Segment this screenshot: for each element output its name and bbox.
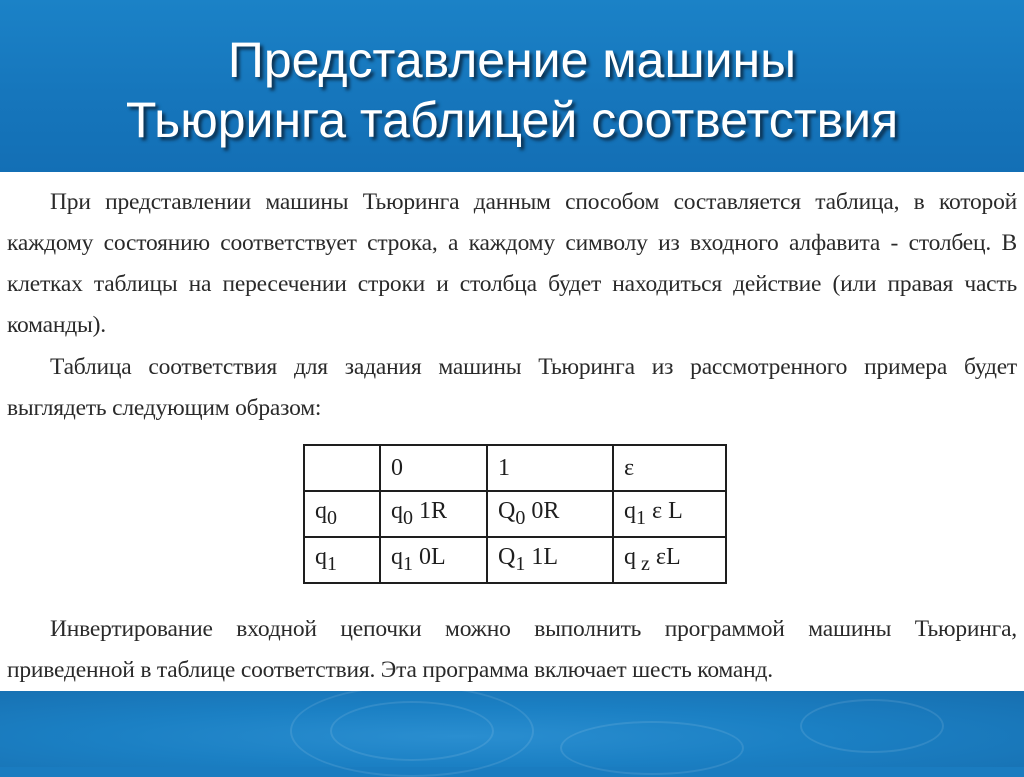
slide-content [0, 172, 1024, 691]
table-intro-paragraph: Таблица соответствия для задания машины Тьюринга из рассмотренного примера будет выглядеть следующим образом: [7, 354, 1017, 421]
state-cell: $q_1$ [304, 537, 380, 583]
table-row [304, 537, 726, 583]
bottom-band [0, 691, 1024, 767]
header-cell-corner [304, 445, 380, 491]
slide-title [0, 30, 1024, 150]
table-row [304, 491, 726, 537]
header-cell-symbol-0: 0 [380, 445, 487, 491]
action-cell: $Q_0$ 0R [487, 491, 613, 537]
title-band [0, 0, 1024, 172]
table-header-row [304, 445, 726, 491]
correspondence-table [303, 444, 727, 584]
state-cell: $q_0$ [304, 491, 380, 537]
closing-paragraph: Инвертирование входной цепочки можно выполнить программой машины Тьюринга, приведенной в таблице соответствия. Эта программа включает шесть команд. [7, 616, 1017, 683]
header-cell-symbol-epsilon: ε [613, 445, 726, 491]
header-cell-symbol-1: 1 [487, 445, 613, 491]
action-cell: $Q_1$ 1L [487, 537, 613, 583]
intro-paragraph: При представлении машины Тьюринга данным способом составляется таблица, в которой каждому состоянию соответствует строка, а каждому символу из входного алфавита - столбец. В клетках таблицы на пересечении строки и столбца будет находиться действие (или правая часть команды). [7, 189, 1017, 338]
action-cell: q $_z$ εL [613, 537, 726, 583]
action-cell: $q_1$ ε L [613, 491, 726, 537]
slide-title-line-1: Представление машины [227, 32, 797, 88]
water-ripple-decoration [800, 699, 944, 753]
slide-title-line-2: Тьюринга таблицей соответствия [125, 92, 899, 148]
water-ripple-decoration [290, 685, 534, 777]
action-cell: $q_0$ 1R [380, 491, 487, 537]
action-cell: $q_1$ 0L [380, 537, 487, 583]
